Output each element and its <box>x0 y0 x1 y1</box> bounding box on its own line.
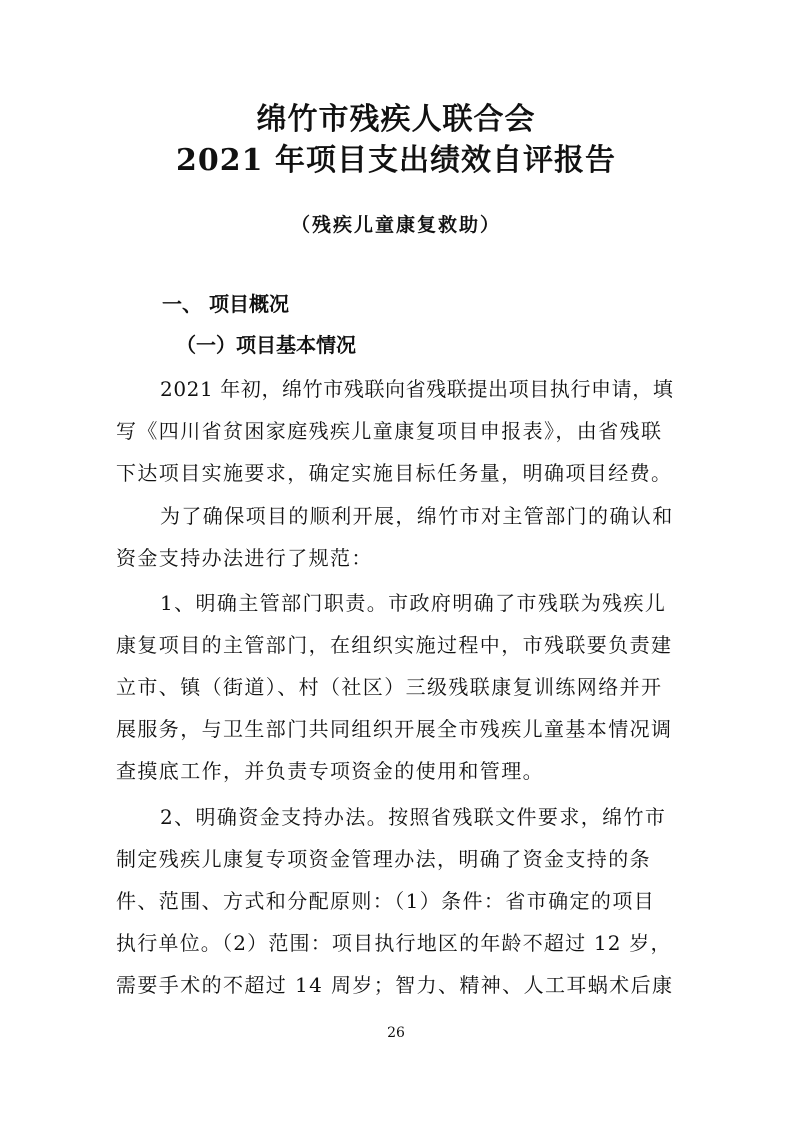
paragraph-line: 1、明确主管部门职责。市政府明确了市残联为残疾儿 <box>160 591 667 615</box>
paragraph-line: 制定残疾儿康复专项资金管理办法，明确了资金支持的条 <box>116 847 651 871</box>
paragraph-1 <box>116 368 676 494</box>
paragraph-line: 康复项目的主管部门，在组织实施过程中，市残联要负责建 <box>116 633 673 657</box>
section-heading: 一、 项目概况 <box>162 292 289 316</box>
paragraph-line: 2021 年初，绵竹市残联向省残联提出项目执行申请，填 <box>160 377 674 401</box>
paragraph-line: 需要手术的不超过 14 周岁；智力、精神、人工耳蜗术后康 <box>116 973 674 997</box>
paragraph-line: 2、明确资金支持办法。按照省残联文件要求，绵竹市 <box>160 805 667 829</box>
paragraph-line: 展服务，与卫生部门共同组织开展全市残疾儿童基本情况调 <box>116 717 673 741</box>
paragraph-line: 资金支持办法进行了规范： <box>116 546 373 570</box>
paragraph-4 <box>116 796 676 1006</box>
report-subtitle: （残疾儿童康复救助） <box>290 214 501 236</box>
paragraph-line: 执行单位。（2）范围：项目执行地区的年龄不超过 12 岁， <box>116 931 672 955</box>
paragraph-line: 下达项目实施要求，确定实施目标任务量，明确项目经费。 <box>116 461 673 485</box>
subsection-heading: （一）项目基本情况 <box>176 333 356 357</box>
page-number: 26 <box>387 1025 405 1041</box>
title-line-2: 2021 年项目支出绩效自评报告 <box>176 143 616 178</box>
paragraph-3 <box>116 582 676 792</box>
paragraph-2 <box>116 495 676 579</box>
paragraph-line: 查摸底工作，并负责专项资金的使用和管理。 <box>116 759 544 783</box>
title-line-1: 绵竹市残疾人联合会 <box>256 102 536 137</box>
paragraph-line: 为了确保项目的顺利开展，绵竹市对主管部门的确认和 <box>160 504 674 528</box>
paragraph-line: 写《四川省贫困家庭残疾儿童康复项目申报表》，由省残联 <box>116 419 663 443</box>
paragraph-line: 立市、镇（街道）、村（社区）三级残联康复训练网络并开 <box>116 675 663 699</box>
paragraph-line: 件、范围、方式和分配原则：（1）条件：省市确定的项目 <box>116 889 656 913</box>
